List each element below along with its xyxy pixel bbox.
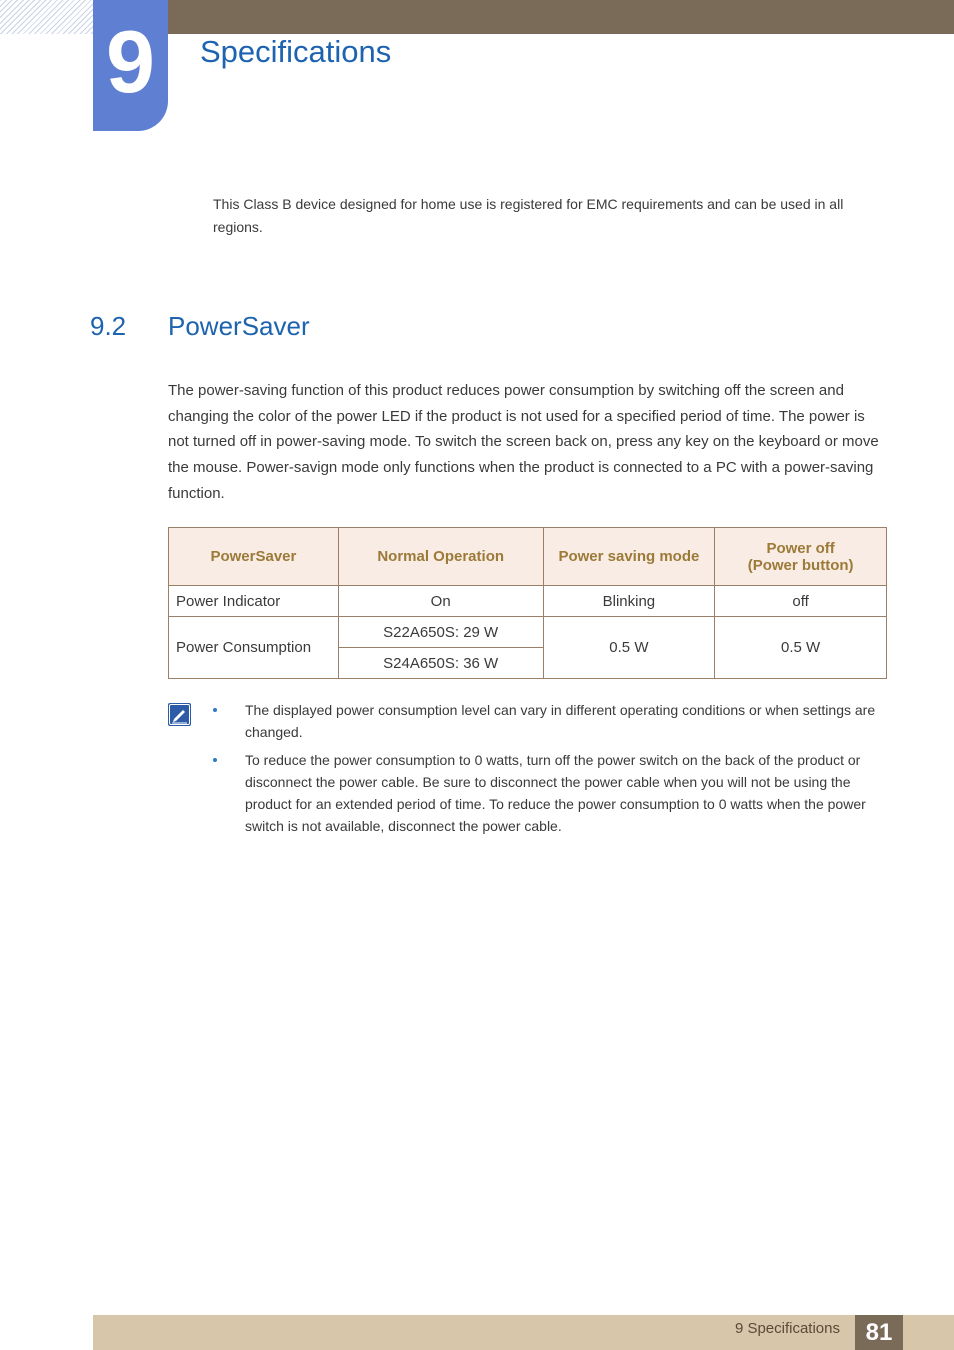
table-row	[169, 617, 887, 648]
section-paragraph: The power-saving function of this product reduces power consumption by switching off the screen and changing the color of the power LED if the product is not used for a specified period of time. The power is not turned off in power-saving mode. To switch the screen back on, press any key on the keyboard or move the mouse. Power-savign mode only functions when the product is connected to a PC with a power-saving function.	[168, 382, 879, 502]
table-header-row	[169, 528, 887, 586]
cell-consumption-off: 0.5 W	[715, 617, 887, 679]
page-number: 81	[855, 1315, 903, 1350]
cell-indicator-off: off	[715, 586, 887, 617]
header-hatch-pattern	[0, 0, 93, 34]
cell-indicator-saving: Blinking	[543, 586, 715, 617]
header-power-off	[715, 528, 887, 586]
row-label-power-consumption: Power Consumption	[169, 617, 339, 679]
bullet-dot-icon	[213, 758, 217, 762]
row-label-power-indicator: Power Indicator	[169, 586, 339, 617]
header-power-off-line1: Power off	[766, 539, 835, 557]
cell-indicator-normal: On	[338, 586, 543, 617]
footer-section-label: 9 Specifications	[734, 1320, 840, 1337]
section-title: PowerSaver	[168, 311, 310, 341]
header-normal-operation: Normal Operation	[338, 528, 543, 586]
note-pencil-icon	[168, 703, 191, 726]
header-power-off-line2: (Power button)	[747, 556, 854, 574]
header-power-saving-mode: Power saving mode	[543, 528, 715, 586]
intro-paragraph: This Class B device designed for home use is registered for EMC requirements and can be used in all regions.	[213, 196, 844, 235]
bullet-dot-icon	[213, 708, 217, 712]
header-powersaver: PowerSaver	[169, 528, 339, 586]
cell-consumption-saving: 0.5 W	[543, 617, 715, 679]
note-text: The displayed power consumption level can vary in different operating conditions or when settings are changed.	[245, 702, 876, 740]
header-bar	[168, 0, 954, 34]
notes-list	[211, 699, 884, 843]
section-number: 9.2	[90, 311, 127, 341]
chapter-title: Specifications	[200, 34, 392, 69]
list-item	[211, 749, 884, 837]
chapter-number-tab: 9	[93, 0, 168, 131]
cell-consumption-s22: S22A650S: 29 W	[338, 617, 543, 648]
list-item	[211, 699, 884, 743]
note-text: To reduce the power consumption to 0 watts, turn off the power switch on the back of the product or disconnect the power cable. Be sure to disconnect the power cable when you will not be using the product for an extended period of time. To reduce the power consumption to 0 watts when the power switch is not available, disconnect the power cable.	[245, 752, 866, 834]
table-row	[169, 586, 887, 617]
powersaver-table	[168, 527, 887, 679]
cell-consumption-s24: S24A650S: 36 W	[338, 648, 543, 679]
